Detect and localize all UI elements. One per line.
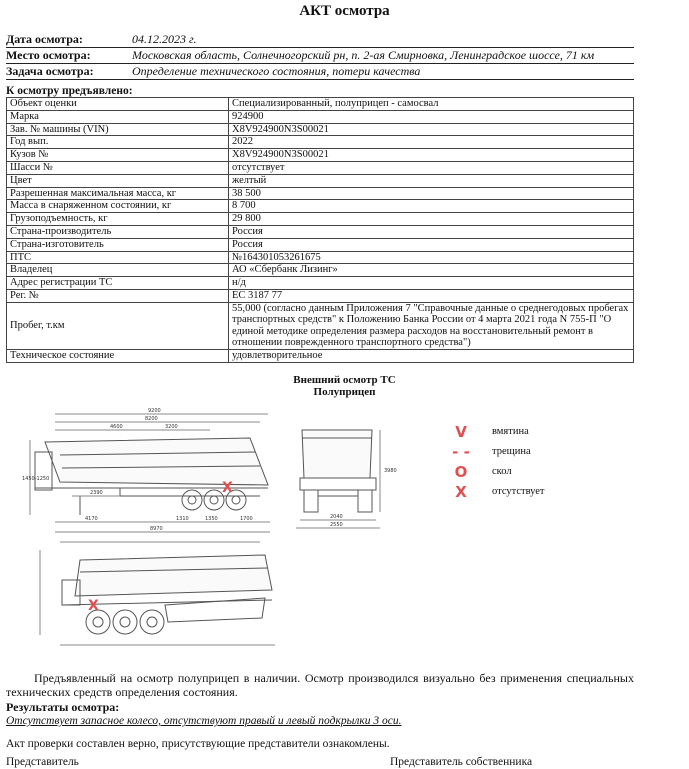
table-cell-value: отсутствует	[229, 161, 634, 174]
meta-place-value: Московская область, Солнечногорский рн, п. 2-ая Смирновка, Ленинградское шоссе, 71 км	[132, 48, 595, 62]
dim-9200: 9200	[148, 408, 161, 414]
table-cell-value: Россия	[229, 238, 634, 251]
table-cell-value: Россия	[229, 225, 634, 238]
table-cell-key: Техническое состояние	[7, 349, 229, 362]
table-cell-key: Адрес регистрации ТС	[7, 277, 229, 290]
table-cell-key: Страна-производитель	[7, 225, 229, 238]
dim-3980: 3980	[384, 468, 397, 474]
table-cell-key: Год вып.	[7, 136, 229, 149]
table-row	[7, 98, 634, 111]
table-cell-key: Шасси №	[7, 161, 229, 174]
table-cell-key: Страна-изготовитель	[7, 238, 229, 251]
table-row	[7, 238, 634, 251]
signature-owner-representative: Представитель собственника	[390, 756, 533, 768]
missing-icon: X	[455, 483, 467, 501]
table-row	[7, 149, 634, 162]
dim-1350: 1350	[205, 516, 218, 522]
dim-8200: 8200	[145, 416, 158, 422]
meta-task-row	[6, 63, 634, 80]
crack-icon: - -	[452, 443, 470, 461]
table-cell-key: Пробег, т.км	[7, 302, 229, 349]
object-table	[6, 97, 634, 363]
dent-icon: V	[455, 423, 467, 441]
legend-item-chip	[450, 463, 570, 483]
inspection-paragraph-text: Предъявленный на осмотр полуприцеп в наличии. Осмотр производился визуально без применения специальных технических средств определения состояния.	[6, 671, 634, 699]
table-row	[7, 110, 634, 123]
table-cell-value: 55,000 (согласно данным Приложения 7 "Справочные данные о среднегодовых пробегах транспортных средств" к Положению Банка России от 4 марта 2021 года N 755-П "О единой методике определения размера расходов на восстановительный ремонт в отношении поврежденного транспортного средства")	[229, 302, 634, 349]
results-text: Отсутствует запасное колесо, отсутствуют правый и левый подкрылки 3 оси.	[6, 715, 402, 727]
table-cell-value: Специализированный, полуприцеп - самосвал	[229, 98, 634, 111]
table-cell-value: желтый	[229, 174, 634, 187]
dim-1310: 1310	[176, 516, 189, 522]
legend-item-dent	[450, 423, 570, 443]
table-row	[7, 123, 634, 136]
section-heading: К осмотру предъявлено:	[6, 85, 133, 97]
table-row	[7, 161, 634, 174]
chip-icon: O	[454, 463, 468, 481]
vehicle-type-heading: Полуприцеп	[313, 386, 376, 398]
perspective-view-drawing	[40, 542, 275, 645]
exterior-heading: Внешний осмотр ТС	[293, 374, 396, 386]
table-row	[7, 349, 634, 362]
table-cell-key: Рег. №	[7, 289, 229, 302]
meta-date-row	[6, 31, 634, 48]
table-cell-value: 8 700	[229, 200, 634, 213]
table-cell-key: Разрешенная максимальная масса, кг	[7, 187, 229, 200]
legend-label-crack: трещина	[492, 446, 531, 457]
table-row	[7, 302, 634, 349]
signature-representative: Представитель	[6, 756, 79, 768]
side-view-drawing	[30, 414, 270, 532]
document-title: АКТ осмотра	[299, 3, 390, 19]
table-cell-value: 924900	[229, 110, 634, 123]
dim-3200: 3200	[165, 424, 178, 430]
table-row	[7, 213, 634, 226]
table-row	[7, 277, 634, 290]
dim-2550: 2550	[330, 522, 343, 528]
table-row	[7, 264, 634, 277]
meta-task-label: Задача осмотра:	[6, 64, 94, 78]
dim-8970: 8970	[150, 526, 163, 532]
missing-mark-side: X	[222, 480, 233, 496]
table-cell-key: Кузов №	[7, 149, 229, 162]
table-cell-value: X8V924900N3S00021	[229, 123, 634, 136]
table-row	[7, 136, 634, 149]
table-cell-value: 38 500	[229, 187, 634, 200]
meta-date-value: 04.12.2023 г.	[132, 32, 197, 46]
table-cell-value: ЕС 3187 77	[229, 289, 634, 302]
legend-label-missing: отсутствует	[492, 486, 545, 497]
table-cell-key: Зав. № машины (VIN)	[7, 123, 229, 136]
legend-item-crack	[450, 443, 570, 463]
table-cell-key: ПТС	[7, 251, 229, 264]
table-cell-value: 29 800	[229, 213, 634, 226]
dim-2390: 2390	[90, 490, 103, 496]
meta-task-value: Определение технического состояния, потери качества	[132, 64, 421, 78]
dim-4600: 4600	[110, 424, 123, 430]
table-cell-key: Марка	[7, 110, 229, 123]
table-cell-key: Масса в снаряженном состоянии, кг	[7, 200, 229, 213]
table-cell-value: АО «Сбербанк Лизинг»	[229, 264, 634, 277]
legend-label-chip: скол	[492, 466, 512, 477]
table-row	[7, 251, 634, 264]
legend-item-missing	[450, 483, 570, 503]
missing-mark-perspective: X	[88, 598, 99, 614]
table-cell-key: Объект оценки	[7, 98, 229, 111]
table-cell-value: 2022	[229, 136, 634, 149]
table-cell-value: н/д	[229, 277, 634, 290]
table-row	[7, 200, 634, 213]
table-row	[7, 225, 634, 238]
acknowledgement-text: Акт проверки составлен верно, присутствующие представители ознакомлены.	[6, 738, 390, 750]
table-row	[7, 187, 634, 200]
table-cell-value: удовлетворительное	[229, 349, 634, 362]
meta-place-label: Место осмотра:	[6, 48, 91, 62]
table-row	[7, 174, 634, 187]
vehicle-drawing	[0, 400, 689, 665]
legend-label-dent: вмятина	[492, 426, 529, 437]
table-cell-key: Владелец	[7, 264, 229, 277]
dim-4170: 4170	[85, 516, 98, 522]
dim-1450: 1450-1250	[22, 476, 50, 482]
dim-2040: 2040	[330, 514, 343, 520]
table-row	[7, 289, 634, 302]
table-cell-value: X8V924900N3S00021	[229, 149, 634, 162]
results-heading: Результаты осмотра:	[6, 700, 120, 714]
table-cell-key: Грузоподъемность, кг	[7, 213, 229, 226]
meta-date-label: Дата осмотра:	[6, 32, 83, 46]
table-cell-value: №164301053261675	[229, 251, 634, 264]
table-cell-key: Цвет	[7, 174, 229, 187]
dim-1700: 1700	[240, 516, 253, 522]
inspection-paragraph	[6, 671, 634, 699]
meta-place-row	[6, 47, 634, 64]
